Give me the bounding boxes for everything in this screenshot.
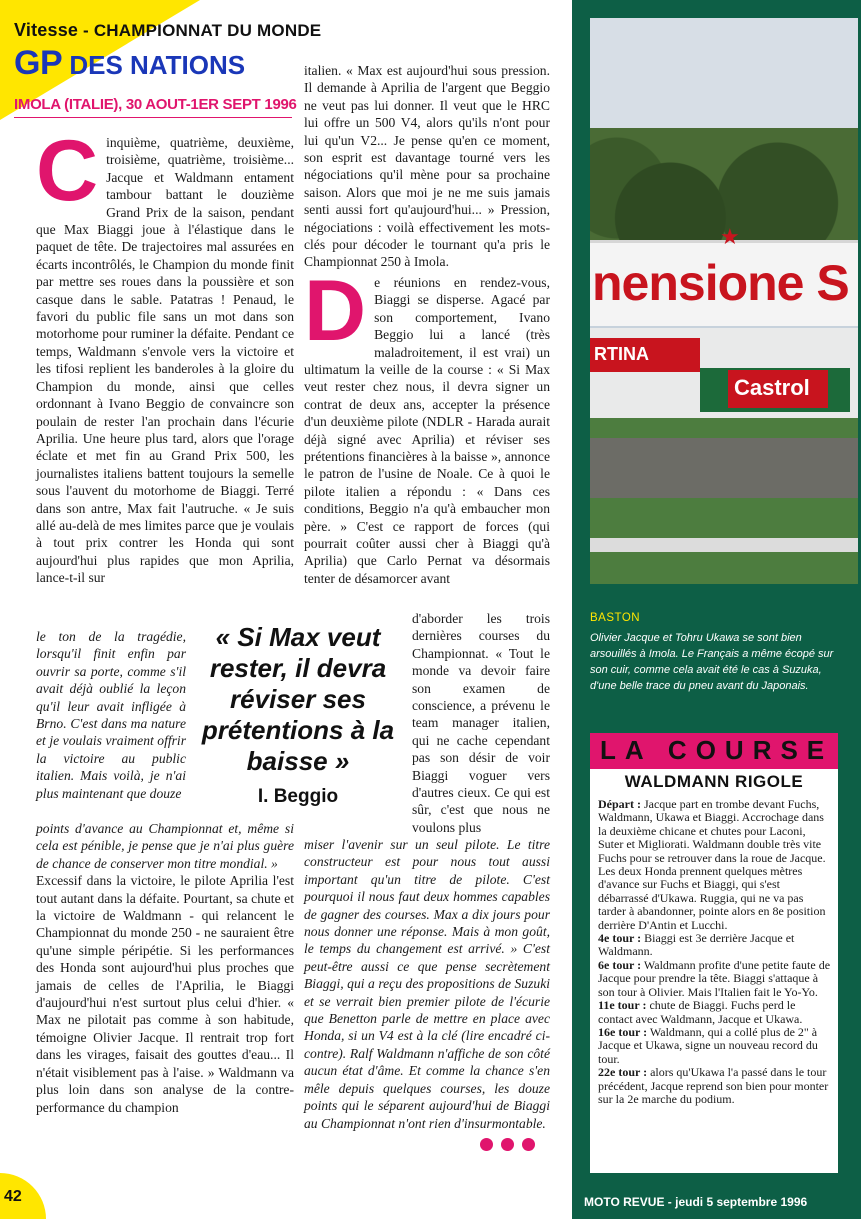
col2-p2c-text: miser l'avenir sur un seul pilote. Le titre constructeur est pour nous tout aussi important qu'un titre de pilote. C'est pourquoi il nous faut deux hommes capables de gagner des courses. Max a dix jours pour nous donner une réponse. Mais à mon goût, le temps du changement est arrivé. » C'est peut-être aussi ce que pense secrètement Biaggi, qui a reçu des propositions de Suzuki et se verrait bien premier pilote de l'écurie que Benetton parle de mettre en place avec Honda, si un V4 est à la clé (lire encadré ci-contre). Ralf Waldmann n'affiche de son côté aucun état d'âme. Et comme la chance s'en mêle depuis quelques courses, les douze points qui le séparent aujourd'hui de Biaggi au Championnat n'ont rien d'insurmontable.	[304, 837, 550, 1131]
kicker-rest: - CHAMPIONNAT DU MONDE	[78, 21, 322, 40]
dateline-rule	[14, 117, 292, 118]
col2-paragraph-2	[304, 262, 550, 587]
kicker-vitesse: Vitesse	[14, 20, 79, 40]
photo-caption	[590, 610, 840, 694]
pull-quote: « Si Max veut rester, il devra réviser ses prétentions à la baisse »	[192, 622, 404, 777]
page-title	[14, 44, 245, 83]
photo-banner-text: nensione S	[592, 255, 849, 311]
col2-p2b-text: d'aborder les trois dernières courses du Championnat. « Tout le monde va devoir faire son examen de conscience, a prévenu le team manager italien, qui ne cache cependant pas son désir de voir Biaggi voguer vers d'autres cieux. Ce qui est sûr, c'est que nous ne voulons plus	[412, 611, 550, 835]
race-entry: 16e tour : Waldmann, qui a collé plus de 2" à Jacque et Ukawa, signe un nouveau record du tour.	[598, 1024, 818, 1066]
headline-rest: DES NATIONS	[62, 50, 246, 80]
race-entry: Départ : Jacque part en trombe devant Fuchs, Waldmann, Ukawa et Biaggi. Accrochage dans la deuxième chicane et chutes pour Laconi, Suter et Migliorati. Waldmann double très vite Fuchs pour se retrouver dans la roue de Jacque. Les deux Honda prennent quelques mètres d'avance sur Fuchs et Biaggi, qui s'est débarrassé d'Ukawa. Ruggia, qui ne va pas tarder à abandonner, pointe alors en 8e position derrière D'Antin et Lucchi.	[598, 797, 826, 932]
pull-quote-author: I. Beggio	[257, 786, 339, 807]
photo-track	[590, 438, 858, 498]
photo-kerb	[590, 538, 858, 552]
photo-sponsor-castrol: Castrol	[728, 370, 828, 408]
dropcap-c: C	[36, 123, 99, 219]
section-kicker	[14, 20, 321, 41]
magazine-footer: MOTO REVUE - jeudi 5 septembre 1996	[584, 1195, 808, 1209]
article-column-2b	[412, 610, 550, 836]
col1-p1c-text: points d'avance au Championnat et, même si cela est pénible, je pense que je n'ai plus guère de chance de conserver mon titre mondial. »	[36, 821, 294, 871]
race-entry: 4e tour : Biaggi est 3e derrière Jacque et Waldmann.	[598, 931, 795, 959]
col1-p1-text: inquième, quatrième, deuxième, troisième, quatrième, troisième... Jacque et Waldmann entament tambour battant le douzième Grand Prix de la saison, pendant que Max Biaggi joue à l'élastique dans le paquet de tête. De trajectoires mal assurées en écarts incontrôlés, le Champion du monde finit par mettre ses roues dans la poussière et son casque dans le sable. Patatras ! Penaud, le favori du public file sans un mot dans son motorhome pour ruminer la défaite. Pendant ce temps, Waldmann s'envole vers la victoire et les tifosi replient les banderoles à la gloire du Champion du monde, ainsi que celles ordonnant à Ivano Beggio de convaincre son poulain de rester l'an prochain dans l'écurie Aprilia. Une heure plus tard, alors que l'orage éclate et met fin au Grand Prix 500, les journalistes italiens battent toujours la semelle sous l'auvent du motorhome de Biaggi. Terré dans son antre, Max fait l'autruche. « Je suis allé au-delà de mes limites parce que je voulais à tout prix contrer les Honda qui sont aujourd'hui plus rapides que mon Aprilia, lance-t-il sur	[36, 135, 294, 586]
article-column-1	[36, 123, 294, 587]
caption-title: BASTON	[590, 612, 641, 624]
end-marker	[480, 1138, 535, 1151]
end-dot	[522, 1138, 535, 1151]
article-column-2c	[304, 836, 550, 1132]
page-number: 42	[4, 1188, 22, 1205]
race-subheading: WALDMANN RIGOLE	[624, 772, 804, 791]
col2-p1-text: italien. « Max est aujourd'hui sous pression. Il demande à Aprilia de l'argent que Beggio ne veut pas lui donner. Il veut que le HRC lui offre un 500 V4, alors qu'ils n'ont pour lui qu'un V2... Je pense qu'en ce moment, son esprit est davantage tourné vers les négociations qu'il mène pour sa prochaine saison. Alors que moi je ne me suis jamais senti aussi fort qu'aujourd'hui... » Pression, négociations : voilà effectivement les mots-clés pour décoder le tournant qu'a pris le Championnat 250 à Imola.	[304, 63, 550, 270]
col1-p1b-text: le ton de la tragédie, lorsqu'il finit enfin par ouvrir sa porte, comme s'il avait déjà oublié la leçon qu'il leur avait infligée à Brno. C'est dans ma nature et je voulais vraiment offrir la victoire au public italien. Mais voilà, je n'ai plus maintenant que douze	[36, 629, 186, 801]
article-column-1b	[36, 628, 186, 802]
race-heading: LA COURSE	[590, 733, 838, 769]
col2-p2-text: e réunions en rendez-vous, Biaggi se disperse. Agacé par son comportement, Ivano Beggio lui a lancé (très maladroitement, il est vrai) un ultimatum la veille de la course : « Si Max veut rester chez nous, il devra signer un contrat de deux ans, accepter la présence d'un deuxième pilote (NDLR - Harada aurait déjà signé avec Aprilia) et réviser ses prétentions financières à la baisse », annonce le patron de l'usine de Noale. Ce à quoi le pilote italien a répondu : « Dans ces conditions, Beggio n'a qu'à embaucher mon père. » C'est ce rapport de forces (qui pourrait coûter aussi cher à Biaggi qu'à Aprilia) que Carlo Pernat va désormais tenter de désamorcer avant	[304, 274, 550, 586]
race-summary-box	[590, 733, 838, 1173]
article-column-2	[304, 62, 550, 587]
headline-gp: GP	[14, 44, 63, 82]
caption-body: Olivier Jacque et Tohru Ukawa se sont bien arsouillés à Imola. Le Français a même écopé sur son cuir, comme cela avait été le cas à Suzuka, d'une belle trace du pneu avant du Japonais.	[590, 632, 834, 692]
col1-p2-text: Excessif dans la victoire, le pilote Aprilia l'est tout autant dans la défaite. Pourtant, sa chute et la victoire de Waldmann - qui relancent le Championnat du monde 250 - ne sauraient être qu'une simple péripétie. Si les performances des Honda sont aujourd'hui plus proches que jamais de celles de l'Aprilia, le Biaggi d'aujourd'hui n'est surtout plus celui d'hier. « Max ne pilotait pas comme à son habitude, témoigne Olivier Jacque. Il rentrait trop fort dans les virages, faisait des gouttes d'eau... Il n'était visiblement pas à l'aise. » Waldmann va plus loin dans son analyse de la contre-performance du champion	[36, 873, 294, 1115]
col1-paragraph-1	[36, 123, 294, 587]
race-entry: 11e tour : chute de Biaggi. Fuchs perd le contact avec Waldmann, Jacque et Ukawa.	[598, 998, 803, 1026]
article-column-1c	[36, 820, 294, 1116]
dropcap-d: D	[304, 262, 367, 359]
race-entry: 6e tour : Waldmann profite d'une petite faute de Jacque pour prendre la tête. Biaggi s'attaque à son tour à Olivier. Mais l'Italien fait le Yo-Yo.	[598, 957, 831, 999]
race-photo	[590, 18, 858, 584]
end-dot	[501, 1138, 514, 1151]
race-entries	[590, 796, 838, 1106]
photo-sponsor-left: RTINA	[590, 338, 700, 372]
race-entry: 22e tour : alors qu'Ukawa l'a passé dans le tour précédent, Jacque reprend son bien pour monter sur la 2e marche du podium.	[598, 1065, 829, 1106]
star-icon: ★	[720, 224, 740, 249]
end-dot	[480, 1138, 493, 1151]
dateline: IMOLA (ITALIE), 30 AOUT-1ER SEPT 1996	[14, 96, 297, 113]
